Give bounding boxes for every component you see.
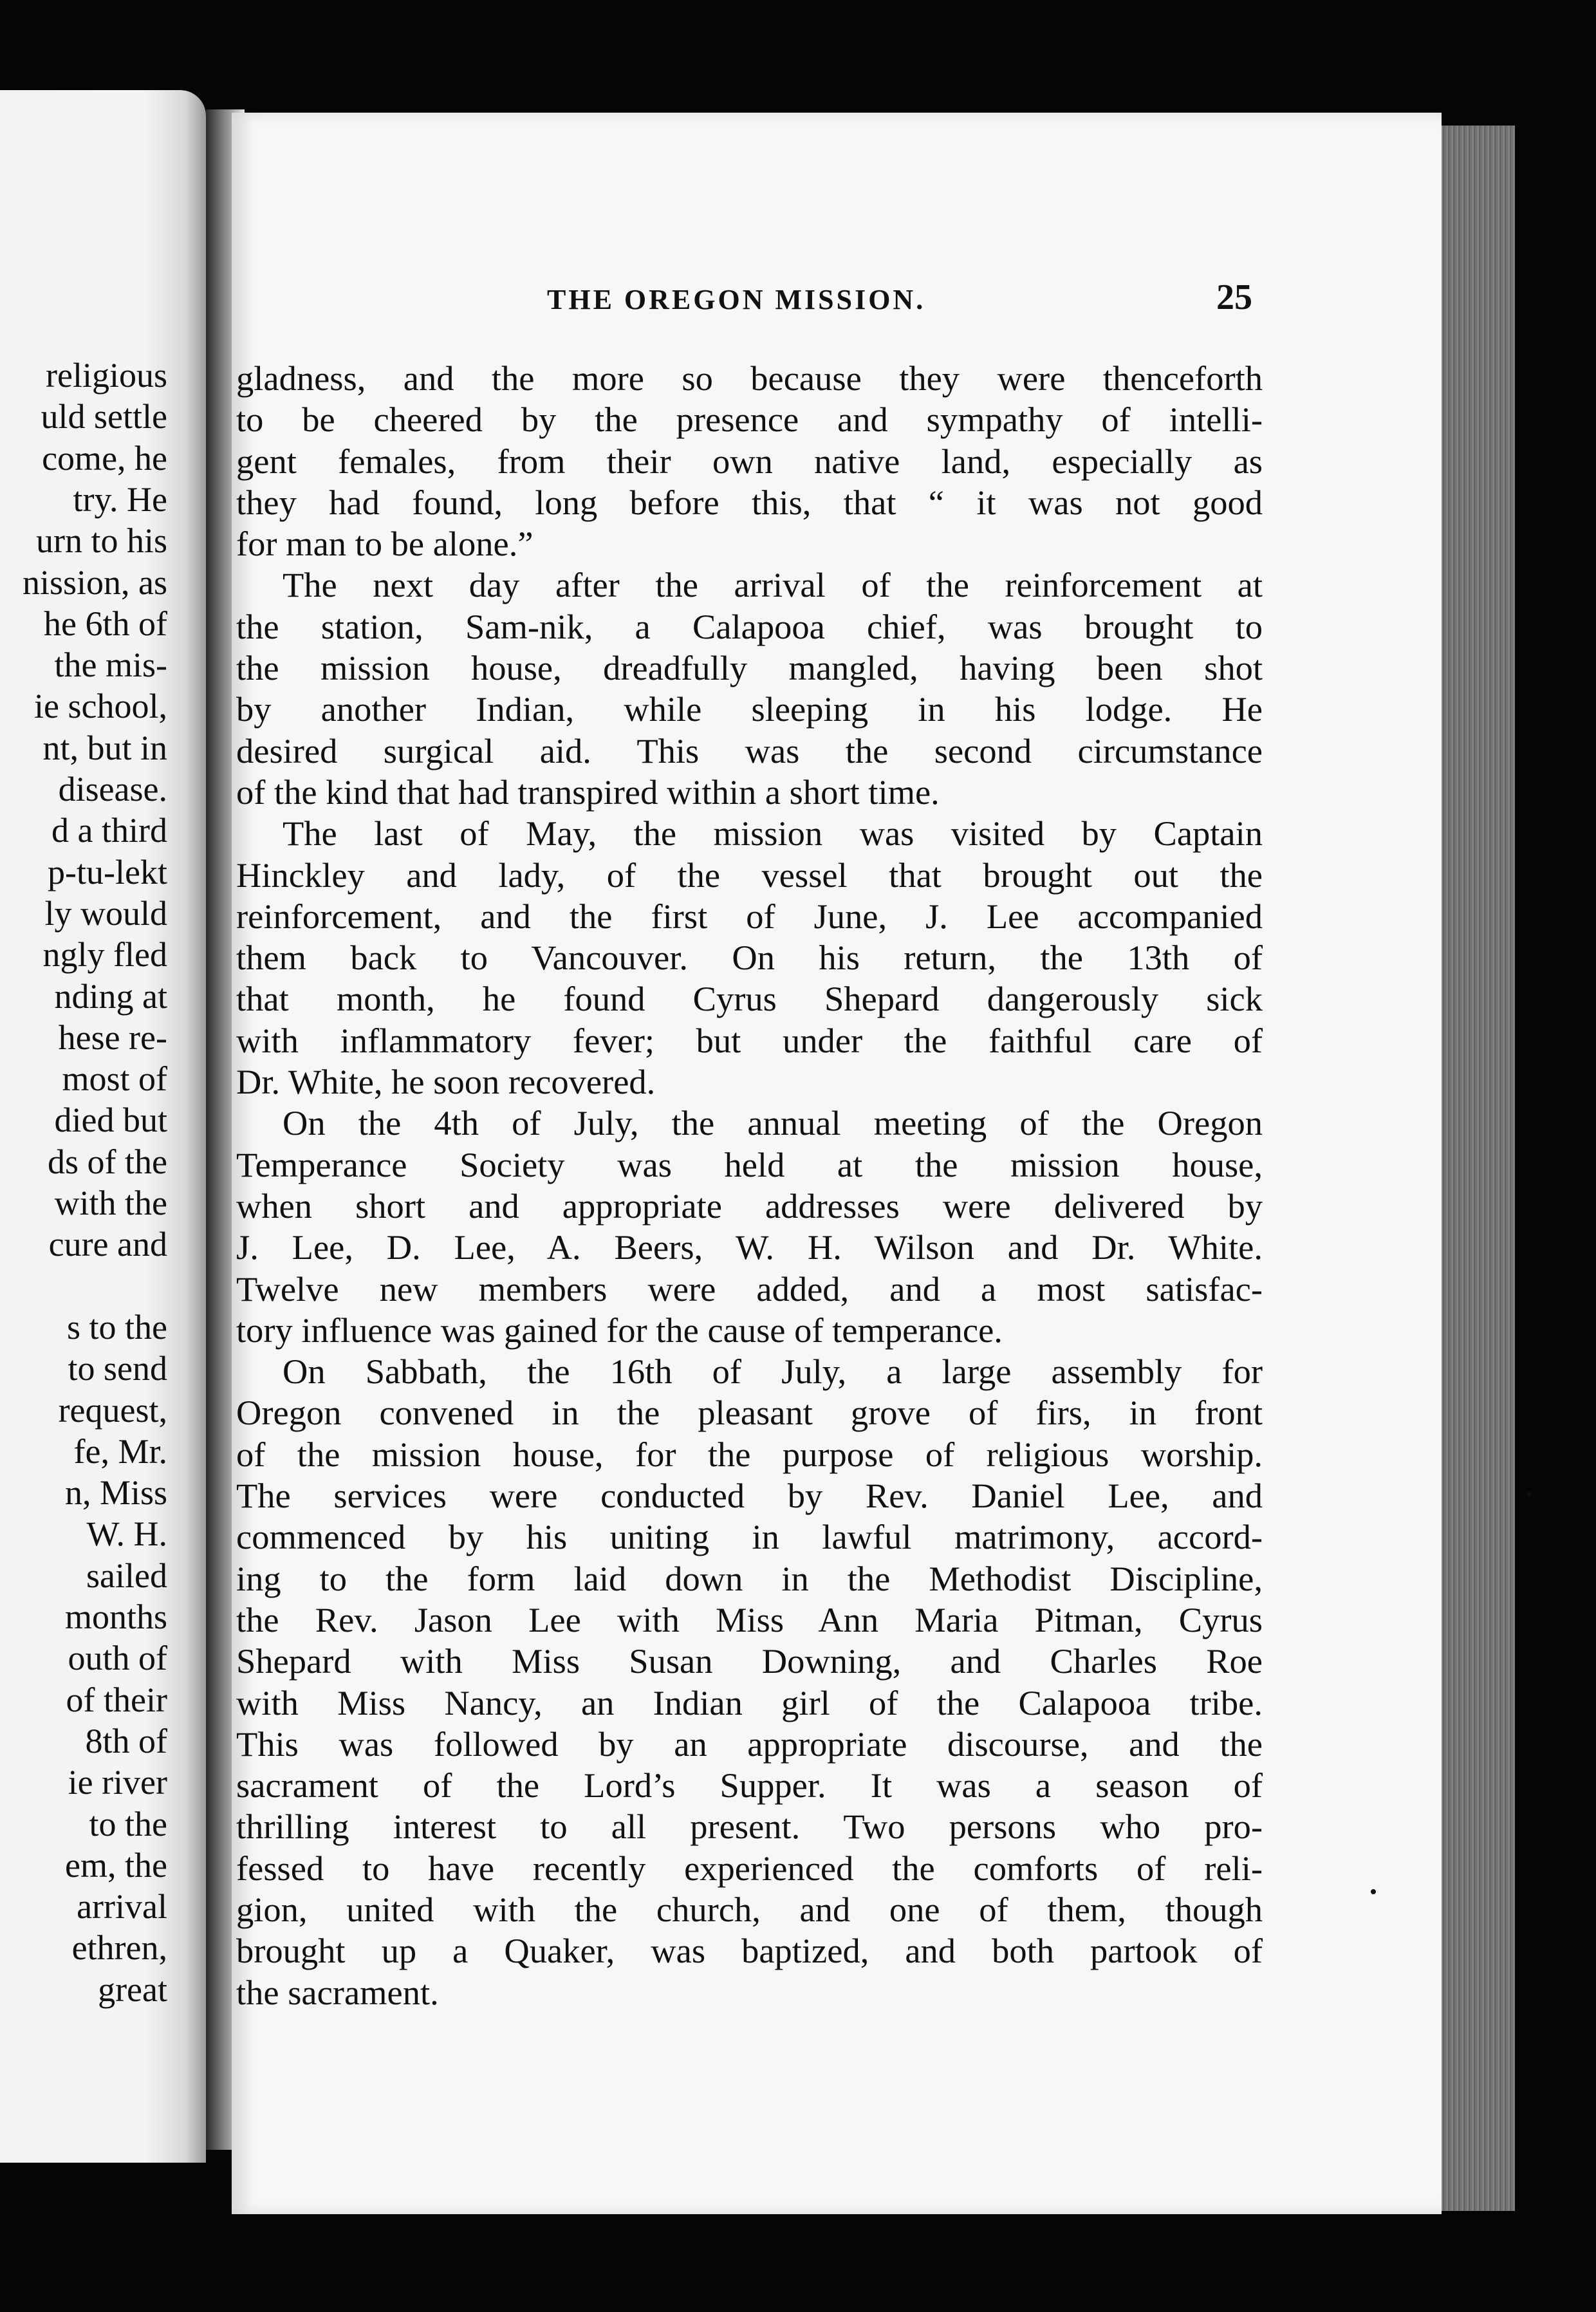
text-line: The next day after the arrival of the reinforcement at [283, 565, 1263, 605]
page-body-text [236, 358, 1263, 2013]
text-line: This was followed by an appropriate discourse, and the [236, 1724, 1263, 1764]
text-line: to be cheered by the presence and sympathy of intelli- [236, 400, 1263, 440]
text-line: the mission house, dreadfully mangled, having been shot [236, 648, 1263, 688]
text-line: ing to the form laid down in the Methodist Discipline, [236, 1558, 1263, 1598]
left-page-text-fragment: em, the [65, 1845, 167, 1885]
text-line: thrilling interest to all present. Two persons who pro- [236, 1807, 1263, 1847]
left-page-text-fragment: great [98, 1970, 167, 2009]
text-line: gladness, and the more so because they were thenceforth [236, 359, 1263, 398]
left-page-text-fragment: sailed [86, 1556, 167, 1595]
left-page-text-fragment: nission, as [22, 563, 167, 602]
left-page-text-fragment: he 6th of [44, 604, 167, 643]
left-page-text-fragment: ly would [44, 893, 167, 933]
text-line: brought up a Quaker, was baptized, and both partook of [236, 1931, 1263, 1971]
text-line: Oregon convened in the pleasant grove of firs, in front [236, 1393, 1263, 1433]
text-line: Temperance Society was held at the mission house, [236, 1144, 1263, 1184]
left-page-edge [0, 90, 206, 2163]
text-line: The last of May, the mission was visited by Captain [283, 814, 1263, 853]
text-line: they had found, long before this, that “ it was not good [236, 482, 1263, 522]
text-line: fessed to have recently experienced the comforts of reli- [236, 1848, 1263, 1888]
left-page-text-fragment: of their [66, 1680, 167, 1719]
left-page-text-fragment: fe, Mr. [73, 1431, 167, 1471]
text-line: for man to be alone.” [236, 524, 534, 564]
left-page-text-fragment: uld settle [41, 397, 167, 436]
text-line: J. Lee, D. Lee, A. Beers, W. H. Wilson and Dr. White. [236, 1227, 1263, 1267]
text-line: when short and appropriate addresses were delivered by [236, 1186, 1263, 1226]
left-page-text-fragment: 8th of [85, 1721, 167, 1760]
left-page-text-fragment: request, [58, 1390, 167, 1430]
text-line: with inflammatory fever; but under the faithful care of [236, 1020, 1263, 1060]
left-page-text-fragment: d a third [51, 811, 167, 850]
text-line: Hinckley and lady, of the vessel that brought out the [236, 855, 1263, 895]
text-line: of the mission house, for the purpose of religious worship. [236, 1434, 1263, 1474]
text-line: with Miss Nancy, an Indian girl of the Calapooa tribe. [236, 1683, 1263, 1722]
left-page-text-fragment: most of [62, 1059, 167, 1099]
left-page-text-fragment: cure and [48, 1225, 167, 1264]
left-page-text-fragment: months [64, 1598, 167, 1636]
left-page-text-fragment: ethren, [71, 1928, 167, 1968]
text-line: them back to Vancouver. On his return, the 13th of [236, 938, 1263, 978]
text-line: Dr. White, he soon recovered. [236, 1062, 656, 1102]
text-line: the sacrament. [236, 1972, 439, 2012]
left-page-text-fragment: ngly fled [42, 935, 167, 974]
text-line: Twelve new members were added, and a most satisfac- [236, 1269, 1263, 1309]
left-page-text-fragment: the mis- [54, 646, 167, 685]
text-line: gent females, from their own native land, especially as [236, 441, 1263, 481]
left-page-text-fragment: p-tu-lekt [48, 852, 167, 891]
left-page-text-fragment: disease. [58, 770, 167, 808]
left-page-text-fragment: urn to his [35, 521, 167, 561]
text-line: that month, he found Cyrus Shepard dangerously sick [236, 979, 1263, 1019]
ink-speck [1371, 1889, 1376, 1894]
left-page-text-fragment: to the [89, 1804, 167, 1843]
left-page-text-fragment: arrival [77, 1887, 167, 1926]
text-line: by another Indian, while sleeping in his lodge. He [236, 689, 1263, 729]
text-line: the Rev. Jason Lee with Miss Ann Maria Pitman, Cyrus [236, 1599, 1263, 1639]
page-number: 25 [1216, 277, 1252, 317]
text-line: of the kind that had transpired within a short time. [236, 772, 940, 812]
left-page-text-fragment: ie river [68, 1763, 167, 1802]
text-line: gion, united with the church, and one of them, though [236, 1889, 1263, 1929]
left-page-text-fragment: nding at [54, 976, 167, 1016]
text-line: tory influence was gained for the cause of temperance. [236, 1310, 1003, 1350]
left-page-text-fragment: to send [68, 1349, 167, 1388]
text-line: Shepard with Miss Susan Downing, and Charles Roe [236, 1641, 1263, 1681]
left-page-text-fragment: ds of the [48, 1142, 167, 1181]
left-page-text-fragment: n, Miss [64, 1473, 167, 1513]
left-page-text-fragment: s to the [67, 1307, 167, 1347]
left-page-text-fragment: with the [54, 1184, 167, 1222]
left-page-text-fragment: W. H. [86, 1515, 167, 1554]
text-line: commenced by his uniting in lawful matrimony, accord- [236, 1517, 1263, 1557]
text-line: On the 4th of July, the annual meeting of the Oregon [283, 1103, 1263, 1143]
text-line: sacrament of the Lord’s Supper. It was a season of [236, 1766, 1263, 1805]
text-line: On Sabbath, the 16th of July, a large assembly for [283, 1352, 1263, 1392]
running-head: THE OREGON MISSION. [547, 284, 926, 315]
left-page-text-fragment: hese re- [58, 1018, 167, 1057]
left-page-text-fragment: ie school, [34, 687, 167, 726]
left-page-text-fragment: nt, but in [42, 728, 167, 767]
left-page-text-fragment: outh of [68, 1639, 167, 1678]
left-page-text-fragment: died but [54, 1101, 167, 1140]
text-line: The services were conducted by Rev. Daniel Lee, and [236, 1476, 1263, 1516]
left-page-text-fragment: try. He [73, 480, 167, 519]
text-line: the station, Sam-nik, a Calapooa chief, was brought to [236, 606, 1263, 646]
text-line: reinforcement, and the first of June, J. Lee accompanied [236, 896, 1263, 936]
left-page-text-fragment: religious [46, 356, 167, 395]
left-page-text-fragment: come, he [42, 438, 167, 478]
text-line: desired surgical aid. This was the second circumstance [236, 731, 1263, 770]
ink-speck [1527, 1492, 1531, 1496]
